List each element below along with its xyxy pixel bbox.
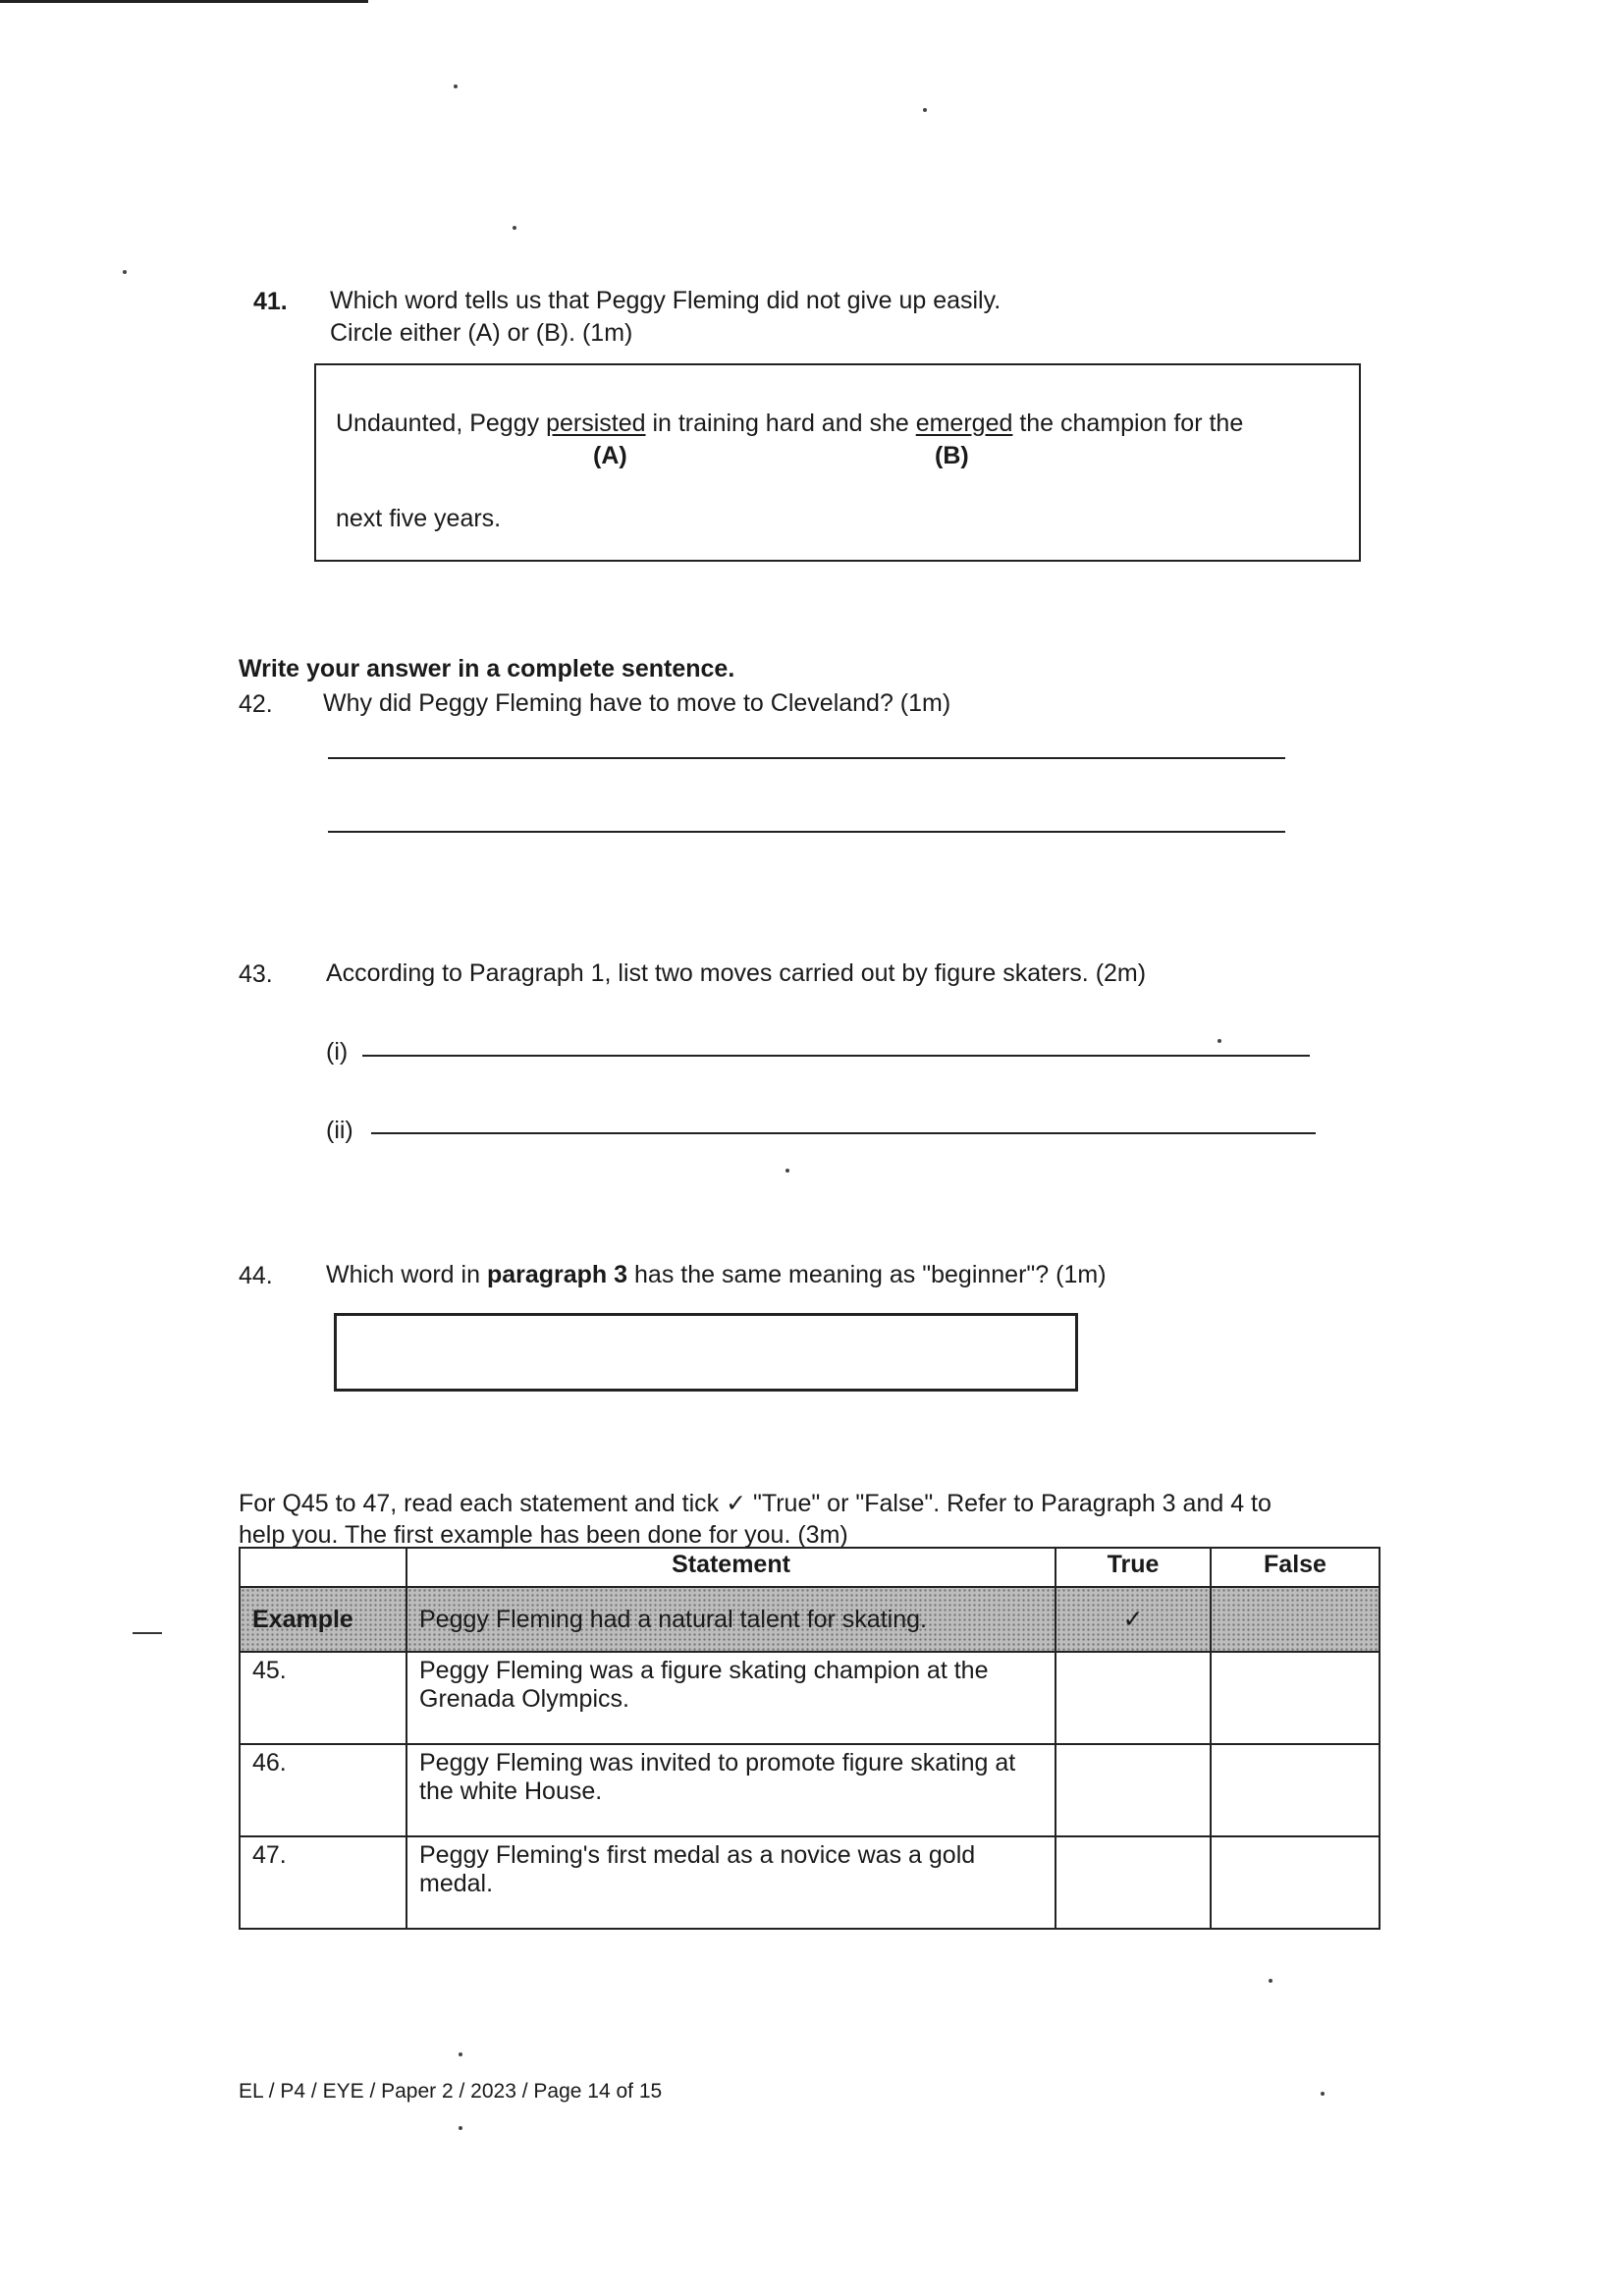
q41-instruction: Circle either (A) or (B). (1m)	[330, 319, 633, 347]
q43-answer-line-ii[interactable]	[371, 1132, 1316, 1134]
q41-question: Which word tells us that Peggy Fleming did not give up easily.	[330, 287, 1001, 314]
scan-speck	[513, 226, 516, 230]
q41-label-b[interactable]: (B)	[935, 442, 969, 469]
scan-top-edge	[0, 0, 368, 3]
q41-option-a-word[interactable]: persisted	[546, 410, 646, 437]
scan-speck	[459, 2126, 462, 2130]
q44-number: 44.	[239, 1262, 273, 1289]
page-footer: EL / P4 / EYE / Paper 2 / 2023 / Page 14 of 15	[239, 2080, 663, 2103]
q44-question	[326, 1259, 1107, 1291]
table-header-row	[240, 1548, 1380, 1587]
scan-speck	[785, 1169, 789, 1173]
scan-speck	[923, 108, 927, 112]
row-label: Example	[240, 1587, 406, 1652]
q42-question: Why did Peggy Fleming have to move to Cleveland? (1m)	[323, 689, 951, 717]
q41-passage-box	[314, 363, 1361, 562]
true-cell: ✓	[1056, 1587, 1211, 1652]
row-label: 46.	[240, 1744, 406, 1836]
scan-speck	[123, 270, 127, 274]
row-statement: Peggy Fleming's first medal as a novice was a gold medal.	[406, 1836, 1056, 1929]
q41-label-a[interactable]: (A)	[593, 442, 627, 469]
true-cell[interactable]	[1056, 1836, 1211, 1929]
scan-speck	[454, 84, 458, 88]
q42-answer-line-2[interactable]	[328, 831, 1285, 833]
header-statement: Statement	[406, 1548, 1056, 1587]
q41-passage-part1: Undaunted, Peggy	[336, 410, 547, 437]
q43-answer-line-i[interactable]	[362, 1055, 1310, 1057]
table-row-q46	[240, 1744, 1380, 1836]
scan-speck	[1218, 1039, 1221, 1043]
q44-question-pre: Which word in	[326, 1261, 487, 1288]
false-cell[interactable]	[1211, 1744, 1380, 1836]
header-blank	[240, 1548, 406, 1587]
q43-item-i-label: (i)	[326, 1038, 349, 1066]
q41-number: 41.	[253, 288, 288, 315]
table-row-example	[240, 1587, 1380, 1652]
table-row-q47	[240, 1836, 1380, 1929]
header-false: False	[1211, 1548, 1380, 1587]
q41-option-b-word[interactable]: emerged	[915, 410, 1013, 437]
q41-passage-part2: in training hard and she	[645, 410, 916, 437]
row-statement: Peggy Fleming was a figure skating champion at the Grenada Olympics.	[406, 1652, 1056, 1744]
q42-number: 42.	[239, 690, 273, 718]
true-cell[interactable]	[1056, 1744, 1211, 1836]
tf-instruction-line2: help you. The first example has been done for you. (3m)	[239, 1521, 848, 1549]
scan-speck	[1321, 2092, 1325, 2096]
false-cell[interactable]	[1211, 1836, 1380, 1929]
q41-passage-part3: the champion for the	[1012, 410, 1244, 437]
q43-item-ii-label: (ii)	[326, 1117, 353, 1144]
q41-passage-line1	[336, 408, 1243, 440]
table-row-q45	[240, 1652, 1380, 1744]
q43-number: 43.	[239, 960, 273, 988]
q44-question-bold: paragraph 3	[486, 1261, 628, 1288]
sentence-instruction: Write your answer in a complete sentence.	[239, 655, 735, 683]
q43-question: According to Paragraph 1, list two moves carried out by figure skaters. (2m)	[326, 959, 1147, 987]
q42-answer-line-1[interactable]	[328, 757, 1285, 759]
scan-speck	[1269, 1979, 1272, 1983]
false-cell	[1211, 1587, 1380, 1652]
row-statement: Peggy Fleming had a natural talent for skating.	[406, 1587, 1056, 1652]
false-cell[interactable]	[1211, 1652, 1380, 1744]
scan-mark	[133, 1632, 162, 1634]
row-label: 45.	[240, 1652, 406, 1744]
q44-answer-box[interactable]	[334, 1313, 1078, 1392]
tf-instruction-line1: For Q45 to 47, read each statement and tick ✓ "True" or "False". Refer to Paragraph 3 and 4 to	[239, 1490, 1272, 1517]
q44-question-post: has the same meaning as "beginner"? (1m)	[627, 1261, 1107, 1288]
row-statement: Peggy Fleming was invited to promote figure skating at the white House.	[406, 1744, 1056, 1836]
row-label: 47.	[240, 1836, 406, 1929]
header-true: True	[1056, 1548, 1211, 1587]
q41-passage-line2: next five years.	[336, 505, 502, 532]
true-false-table	[239, 1547, 1380, 1930]
true-cell[interactable]	[1056, 1652, 1211, 1744]
scan-speck	[459, 2052, 462, 2056]
